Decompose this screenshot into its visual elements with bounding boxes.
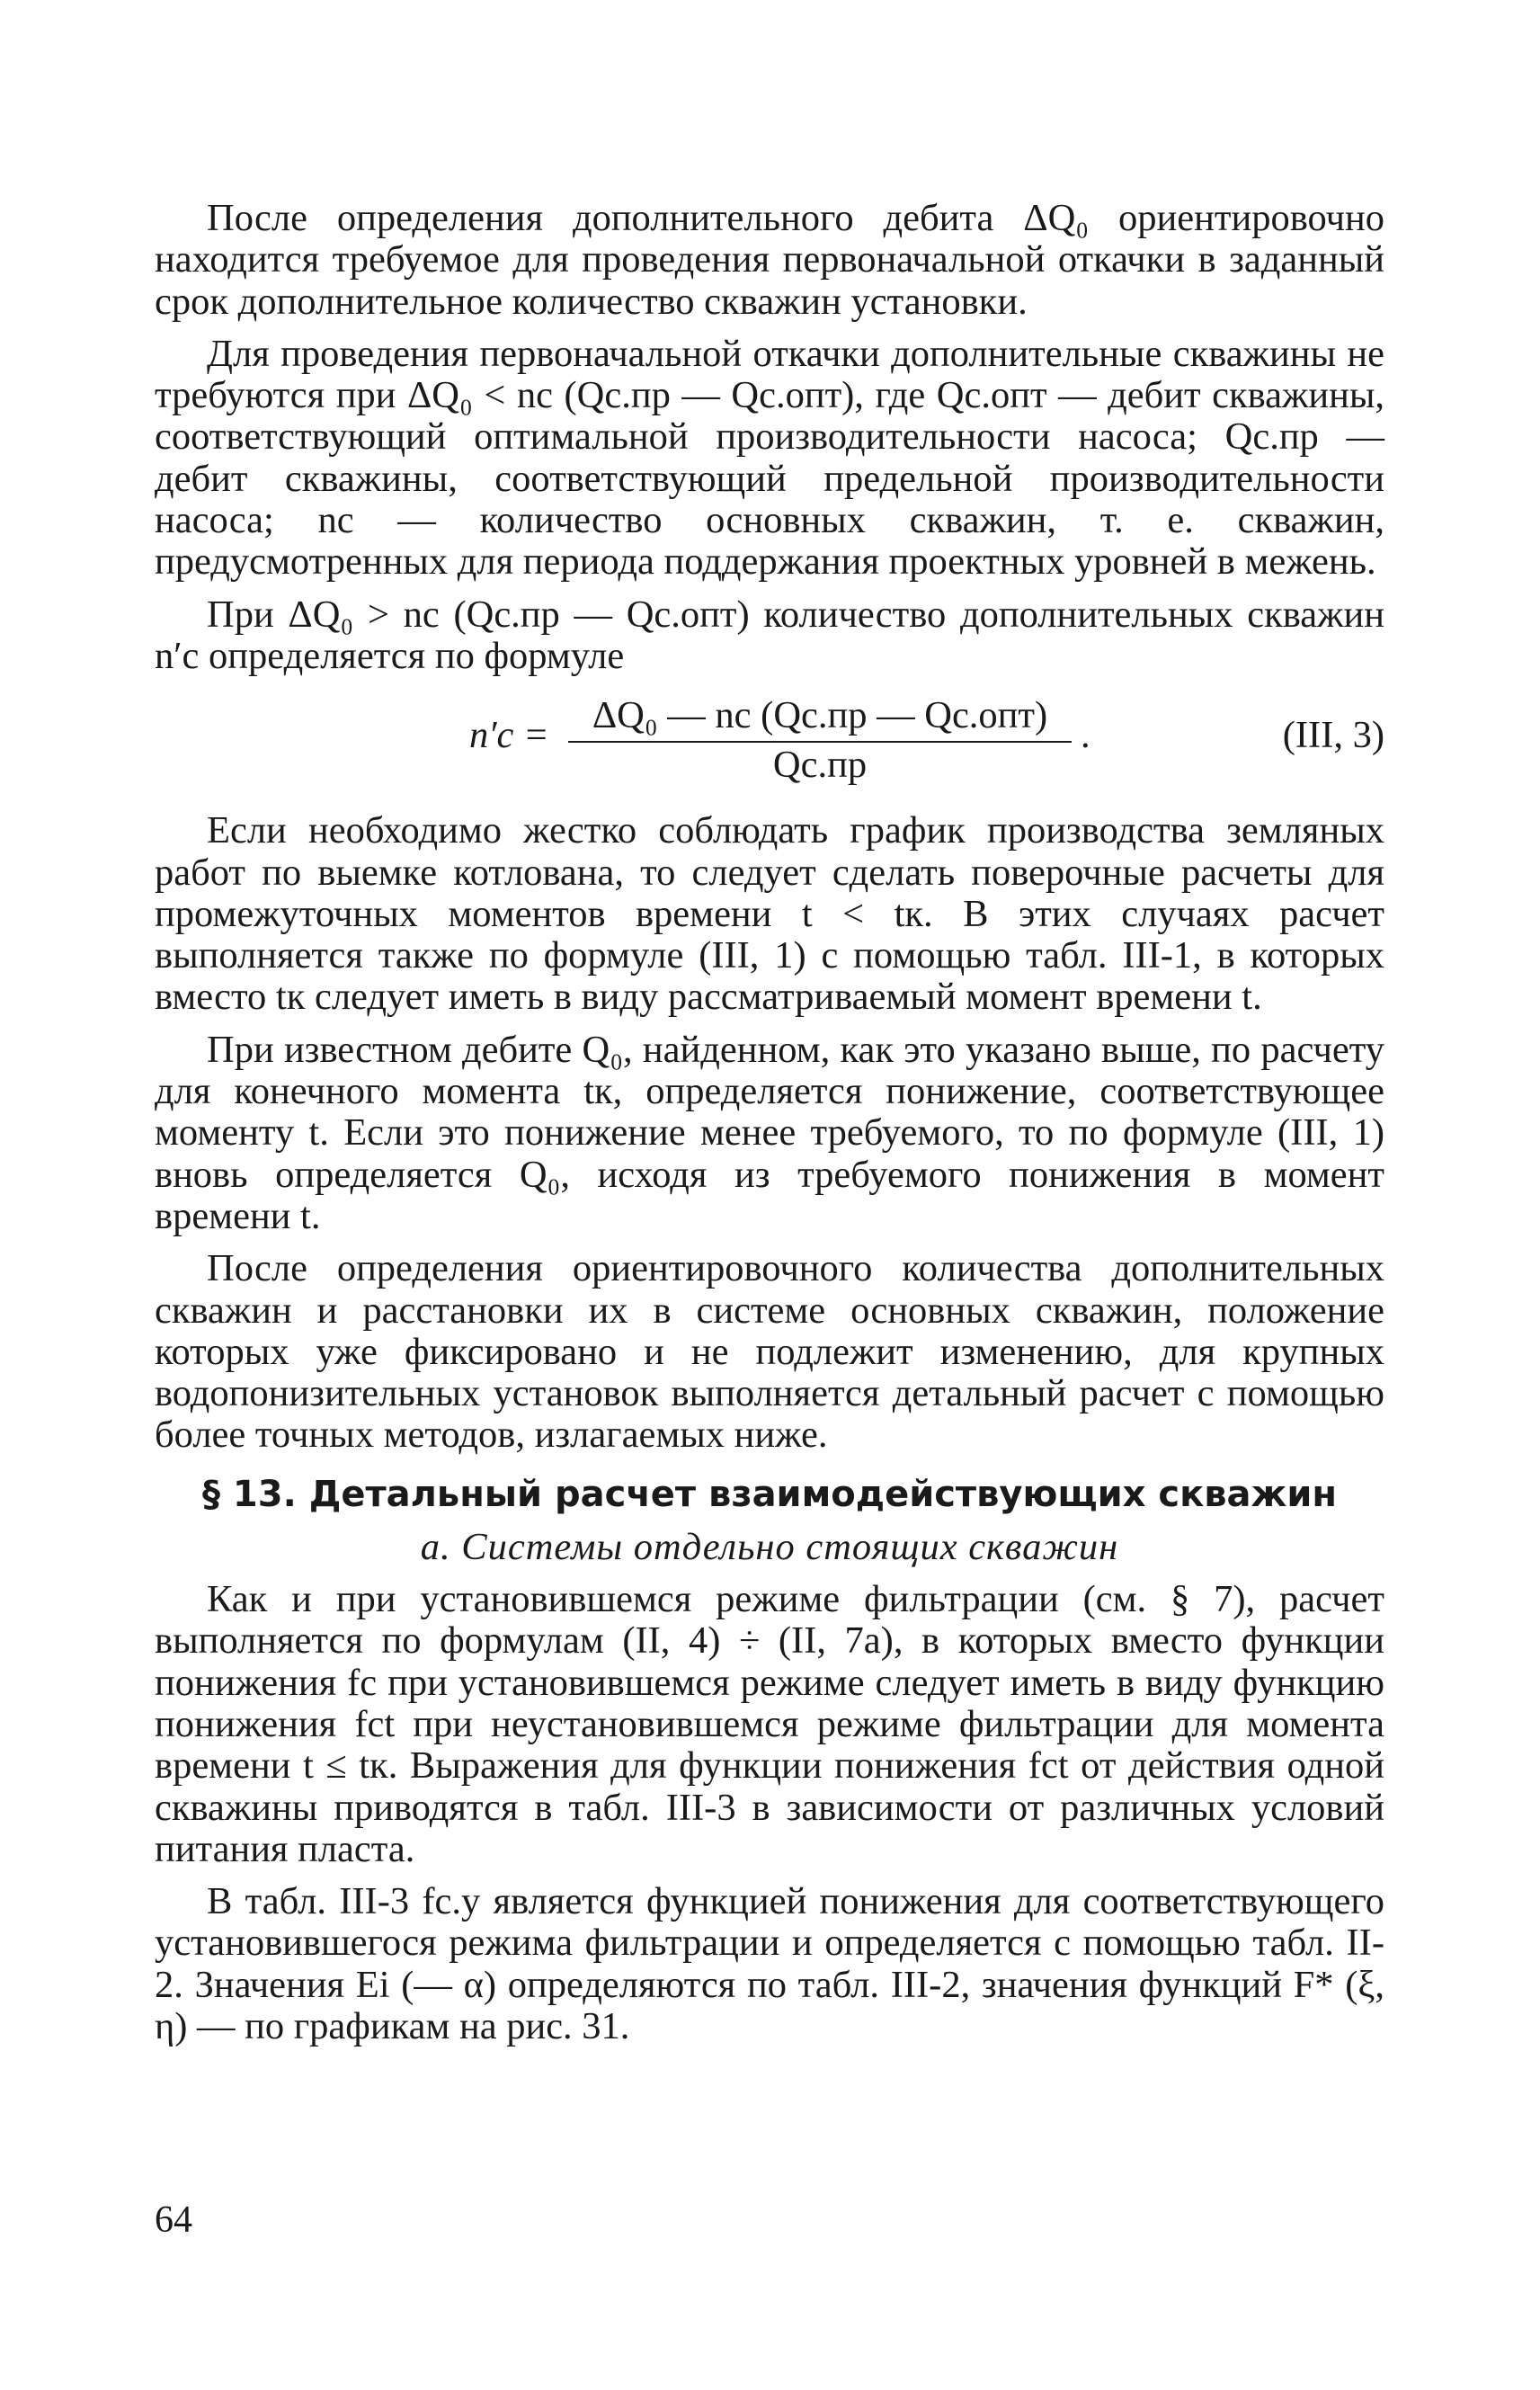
formula-trailing-dot: . — [1081, 714, 1090, 757]
paragraph-4: Если необходимо жестко соблюдать график производства земляных работ по выемке котлована, то следует сделать поверочные расчеты для промежуточных моментов времени t < tк. В этих случаях расчет выполняется также по формуле (III, 1) с помощью табл. III-1, в которых вместо tк следует иметь в виду рассматриваемый момент времени t. — [155, 809, 1384, 1019]
subsection-heading: а. Системы отдельно стоящих скважин — [420, 1525, 1119, 1568]
formula-fraction — [568, 695, 1072, 786]
formula-denominator: Qс.пр — [772, 743, 868, 786]
paragraph-6: После определения ориентировочного количества дополнительных скважин и расстановки их в системе основных скважин, положение которых уже фиксировано и не подлежит изменению, для крупных водопонизительных установок выполняется детальный расчет с помощью более точных методов, излагаемых ниже. — [155, 1247, 1384, 1457]
paragraph-8: В табл. III-3 fс.у является функцией понижения для соответствующего установившегося режима фильтрации и определяется с помощью табл. II-2. Значения Ei (— α) определяются по табл. III-2, значения функций F* (ξ, η) — по графикам на рис. 31. — [155, 1880, 1384, 2047]
paragraph-5: При известном дебите Q₀, найденном, как это указано выше, по расчету для конечного момента tк, определяется понижение, соответствующее моменту t. Если это понижение менее требуемого, то по формуле (III, 1) вновь определяется Q₀, исходя из требуемого понижения в момент времени t. — [155, 1028, 1384, 1237]
paragraph-2: Для проведения первоначальной откачки дополнительные скважины не требуются при ΔQ₀ < nс (Qс.пр — Qс.опт), где Qс.опт — дебит скважины, соответствующий оптимальной производительности насоса; Qс.пр — дебит скважины, соответствующий предельной производительности насоса; nс — количество основных скважин, т. е. скважин, предусмотренных для периода поддержания проектных уровней в межень. — [155, 332, 1384, 584]
page-number: 64 — [155, 2199, 192, 2241]
paragraph-7: Как и при установившемся режиме фильтрации (см. § 7), расчет выполняется по формулам (II, 4) ÷ (II, 7а), в которых вместо функции понижения fс при установившемся режиме следует иметь в виду функцию понижения fсt при неустановившемся режиме фильтрации для момента времени t ≤ tк. Выражения для функции понижения fсt от действия одной скважины приводятся в табл. III-3 в зависимости от различных условий питания пласта. — [155, 1578, 1384, 1870]
page-body — [155, 198, 1384, 2047]
formula-number: (III, 3) — [1282, 714, 1384, 757]
paragraph-3: При ΔQ₀ > nс (Qс.пр — Qс.опт) количество дополнительных скважин n′с определяется по формуле — [155, 593, 1384, 677]
paragraph-1: После определения дополнительного дебита ΔQ₀ ориентировочно находится требуемое для проведения первоначальной откачки в заданный срок дополнительное количество скважин установки. — [155, 197, 1384, 323]
section-heading: § 13. Детальный расчет взаимодействующих скважин — [201, 1473, 1337, 1515]
formula-lhs: n′с = — [469, 714, 549, 757]
formula-iii-3 — [155, 695, 1384, 794]
formula-numerator: ΔQ₀ — nс (Qс.пр — Qс.опт) — [568, 695, 1072, 742]
